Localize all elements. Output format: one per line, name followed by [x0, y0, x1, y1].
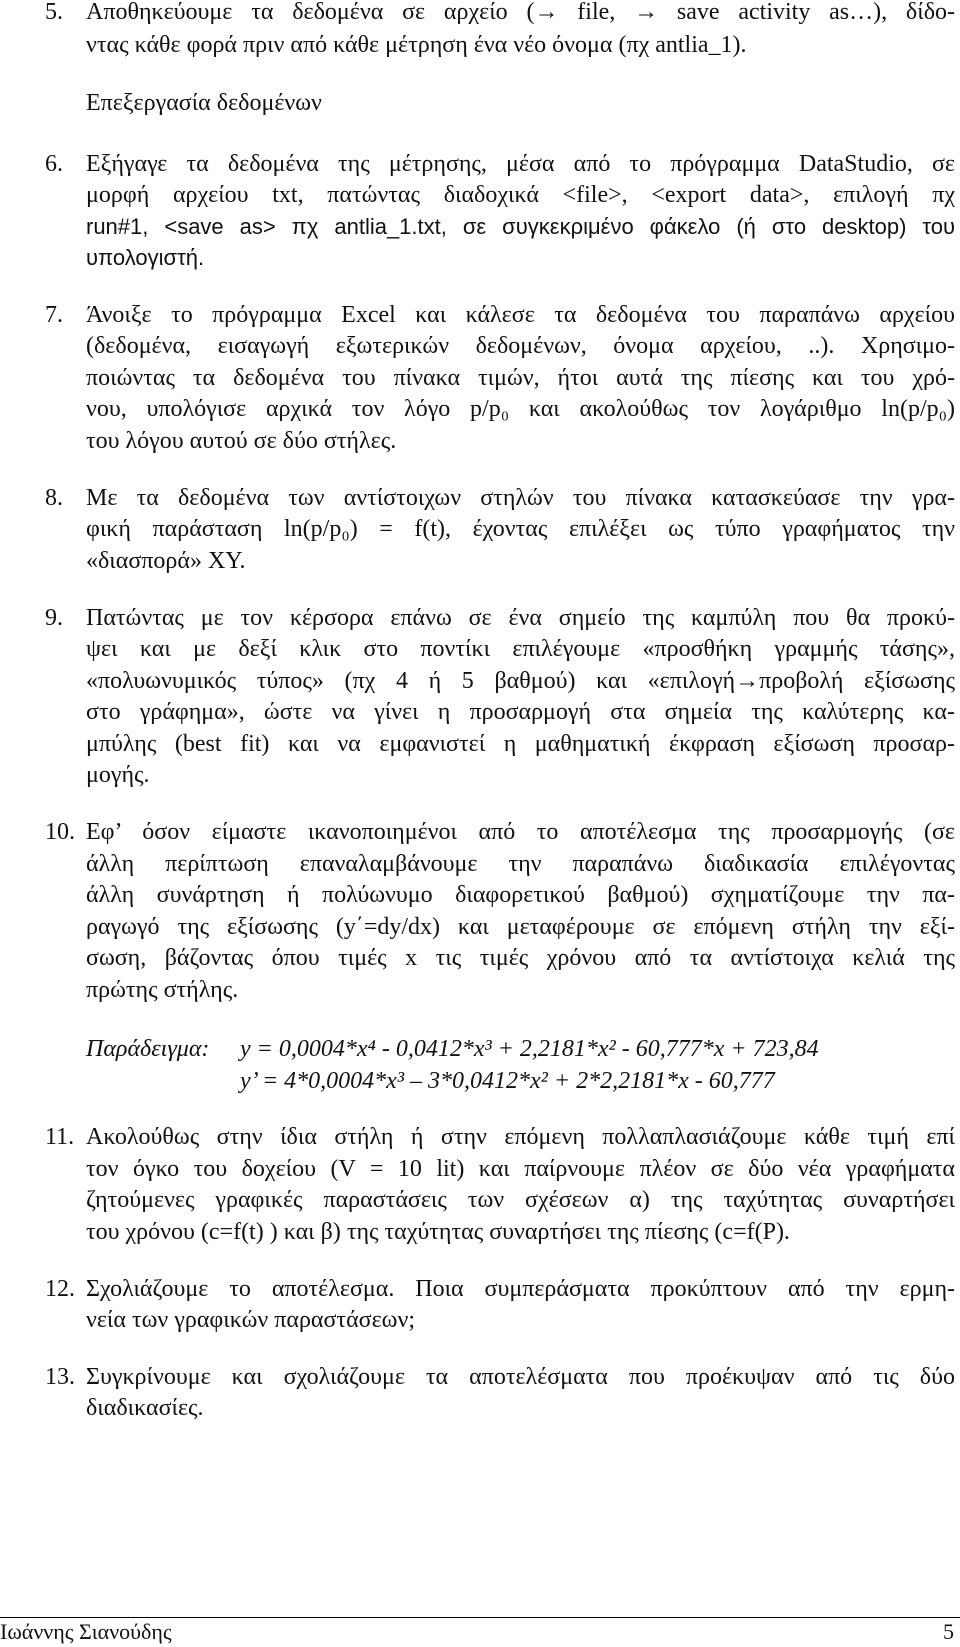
item-text-line: μορφή αρχείου txt, πατώντας διαδοχικά <file>, <export data>, επιλογή πχ: [86, 182, 955, 208]
item-number: 10.: [45, 819, 75, 845]
footer-author: Ιωάννης Σιανούδης: [0, 1619, 172, 1644]
item-number: 8.: [45, 485, 63, 511]
item-text-line: υπολογιστή.: [86, 245, 205, 270]
item-text-line: μπύλης (best fit) και να εμφανιστεί η μαθηματική έκφραση εξίσωση προσαρ-: [86, 731, 955, 757]
item-text-line: στο γράφημα», ώστε να γίνει η προσαρμογή στα σημεία της καλύτερης κα-: [86, 699, 955, 725]
item-text-line: Συγκρίνουμε και σχολιάζουμε τα αποτελέσματα που προέκυψαν από τις δύο: [86, 1364, 955, 1390]
item-text-line: μογής.: [86, 762, 150, 788]
item-text-line: ζητούμενες γραφικές παραστάσεις των σχέσεων α) της ταχύτητας συναρτήσει: [86, 1187, 955, 1213]
item-text-line: του χρόνου (c=f(t) ) και β) της ταχύτητας συναρτήσει της πίεσης (c=f(P).: [86, 1219, 790, 1245]
item-text-line: Ακολούθως στην ίδια στήλη ή στην επόμενη πολλαπλασιάζουμε κάθε τιμή επί: [86, 1124, 955, 1150]
example-derivative: y’ = 4*0,0004*x³ – 3*0,0412*x² + 2*2,2181*x - 60,777: [240, 1068, 775, 1094]
item-number: 7.: [45, 302, 63, 328]
item-number: 12.: [45, 1276, 75, 1302]
item-text-line: ποιώντας τα δεδομένα του πίνακα τιμών, ήτοι αυτά της πίεσης και του χρό-: [86, 365, 955, 391]
item-text-line: Άνοιξε το πρόγραμμα Excel και κάλεσε τα δεδομένα του παραπάνω αρχείου: [86, 302, 955, 328]
item-number: 9.: [45, 605, 63, 631]
item-text-line: Με τα δεδομένα των αντίστοιχων στηλών του πίνακα κατασκεύασε την γρα-: [86, 485, 955, 511]
example-equation: y = 0,0004*x⁴ - 0,0412*x³ + 2,2181*x² - 60,777*x + 723,84: [240, 1036, 819, 1062]
page-number: 5: [943, 1619, 954, 1644]
item-text-line: τον όγκο του δοχείου (V = 10 lit) και παίρνουμε πλέον σε δύο νέα γραφήματα: [86, 1156, 955, 1182]
item-text-line: ψει και με δεξί κλικ στο ποντίκι επιλέγουμε «προσθήκη γραμμής τάσης»,: [86, 636, 955, 662]
item-text-line: διαδικασίες.: [86, 1395, 204, 1421]
item-number: 13.: [45, 1364, 75, 1390]
item-text-line: νεία των γραφικών παραστάσεων;: [86, 1307, 415, 1333]
item-number: 5.: [45, 0, 63, 25]
item-text-line: «πολυωνυμικός τύπος» (πχ 4 ή 5 βαθμού) και «επιλογή→προβολή εξίσωσης: [86, 668, 955, 694]
item-number: 6.: [45, 151, 63, 177]
item-text-line: Πατώντας με τον κέρσορα επάνω σε ένα σημείο της καμπύλη που θα προκύ-: [86, 605, 955, 631]
item-text-line: πρώτης στήλης.: [86, 977, 239, 1003]
item-text-line: νου, υπολόγισε αρχικά τον λόγο p/p₀ και ακολούθως τον λογάριθμο ln(p/p₀): [86, 396, 955, 422]
item-text-line: run#1, <save as> πχ antlia_1.txt, σε συγκεκριμένο φάκελο (ή στο desktop) του: [86, 214, 955, 239]
item-text-line: Εξήγαγε τα δεδομένα της μέτρησης, μέσα από το πρόγραμμα DataStudio, σε: [86, 151, 955, 177]
section-heading: Επεξεργασία δεδομένων: [86, 90, 322, 116]
item-text-line: Εφ’ όσον είμαστε ικανοποιημένοι από το αποτέλεσμα της προσαρμογής (σε: [86, 819, 955, 845]
example-label: Παράδειγμα:: [86, 1036, 210, 1062]
item-number: 11.: [45, 1124, 75, 1150]
item-text-line: (δεδομένα, εισαγωγή εξωτερικών δεδομένων, όνομα αρχείου, ..). Χρησιμο-: [86, 333, 955, 359]
item-text-line: άλλη συνάρτηση ή πολύωνυμο διαφορετικού βαθμού) σχηματίζουμε την πα-: [86, 882, 955, 908]
item-text-line: του λόγου αυτού σε δύο στήλες.: [86, 428, 397, 454]
item-text-line: φική παράσταση ln(p/p₀) = f(t), έχοντας επιλέξει ως τύπο γραφήματος την: [86, 516, 955, 542]
item-text-line: ντας κάθε φορά πριν από κάθε μέτρηση ένα νέο όνομα (πχ antlia_1).: [86, 32, 747, 58]
item-text-line: σωση, βάζοντας όπου τιμές x τις τιμές χρόνου από τα αντίστοιχα κελιά της: [86, 945, 955, 971]
item-text-line: άλλη περίπτωση επαναλαμβάνουμε την παραπάνω διαδικασία επιλέγοντας: [86, 851, 955, 877]
item-text-line: Αποθηκεύουμε τα δεδομένα σε αρχείο (→ file, → save activity as…), δίδο-: [86, 0, 955, 25]
item-text-line: «διασπορά» XY.: [86, 548, 246, 574]
item-text-line: Σχολιάζουμε το αποτέλεσμα. Ποια συμπεράσματα προκύπτουν από την ερμη-: [86, 1276, 955, 1302]
item-text-line: ραγωγό της εξίσωσης (y΄=dy/dx) και μεταφέρουμε σε επόμενη στήλη την εξί-: [86, 914, 955, 940]
